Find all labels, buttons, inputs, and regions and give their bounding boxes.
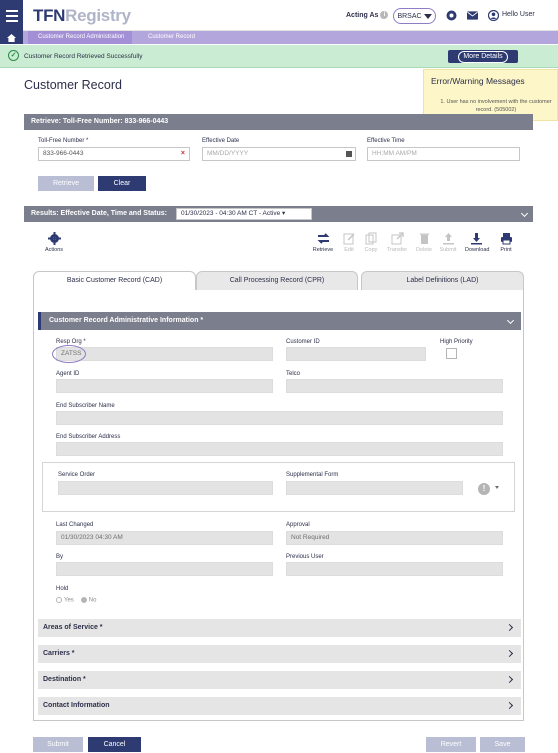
calendar-icon[interactable] bbox=[346, 151, 352, 157]
hold-yes-radio[interactable]: Yes bbox=[56, 597, 74, 604]
breadcrumb-item-current: Customer Record bbox=[148, 34, 196, 40]
supplemental-form-input[interactable] bbox=[286, 481, 463, 495]
chevron-right-icon bbox=[506, 676, 513, 683]
acting-as-dropdown[interactable]: BRSAC bbox=[393, 8, 436, 24]
submit-button[interactable]: Submit bbox=[33, 737, 83, 752]
menu-icon[interactable] bbox=[0, 0, 23, 31]
mail-icon[interactable] bbox=[467, 10, 478, 21]
error-message: 1. User has no involvement with the customer record. (505002) bbox=[440, 99, 552, 113]
carriers-section[interactable]: Carriers * bbox=[38, 645, 521, 663]
toolbar-print-button[interactable]: Print bbox=[495, 232, 517, 253]
toolbar-copy-button[interactable]: Copy bbox=[360, 232, 382, 253]
approval-input: Not Required bbox=[286, 531, 503, 545]
high-priority-label: High Priority bbox=[440, 339, 473, 345]
effective-time-input[interactable]: HH:MM AM/PM bbox=[367, 147, 520, 161]
trash-icon bbox=[418, 232, 431, 245]
hold-no-radio[interactable]: No bbox=[81, 597, 97, 604]
breadcrumb bbox=[0, 31, 558, 44]
page-title: Customer Record bbox=[24, 78, 122, 92]
toolbar-edit-button[interactable]: Edit bbox=[338, 232, 360, 253]
top-bar bbox=[0, 0, 558, 31]
chevron-right-icon bbox=[506, 702, 513, 709]
areas-of-service-section[interactable]: Areas of Service * bbox=[38, 619, 521, 637]
print-icon bbox=[500, 232, 513, 245]
by-label: By bbox=[56, 554, 64, 560]
end-subscriber-address-label: End Subscriber Address bbox=[56, 434, 121, 440]
error-panel-title: Error/Warning Messages bbox=[431, 76, 525, 86]
clear-icon[interactable]: × bbox=[180, 150, 185, 157]
app-logo: TFNRegistry bbox=[33, 6, 131, 25]
end-subscriber-address-input[interactable] bbox=[56, 442, 503, 456]
chevron-down-icon bbox=[424, 14, 432, 19]
resp-org-input[interactable]: ZATSS bbox=[56, 347, 273, 361]
copy-icon bbox=[365, 232, 378, 245]
supplemental-form-label: Supplemental Form bbox=[286, 472, 339, 478]
effective-date-label: Effective Date bbox=[202, 138, 240, 144]
destination-section[interactable]: Destination * bbox=[38, 671, 521, 689]
success-message: Customer Record Retrieved Successfully bbox=[24, 53, 143, 60]
revert-button[interactable]: Revert bbox=[426, 737, 476, 752]
previous-user-input bbox=[286, 562, 503, 576]
gear-icon bbox=[48, 232, 61, 245]
telco-input[interactable] bbox=[286, 379, 503, 393]
toolbar-transfer-button[interactable]: Transfer bbox=[386, 232, 408, 253]
tab-label-definitions[interactable]: Label Definitions (LAD) bbox=[361, 271, 524, 290]
info-icon: i bbox=[380, 11, 388, 19]
settings-icon[interactable] bbox=[446, 10, 457, 21]
retrieve-section-header: Retrieve: Toll-Free Number: 833-966-0443 bbox=[24, 114, 533, 130]
last-changed-input: 01/30/2023 04:30 AM bbox=[56, 531, 273, 545]
hold-label: Hold bbox=[56, 586, 69, 592]
chevron-down-icon bbox=[507, 317, 514, 324]
by-input bbox=[56, 562, 273, 576]
chevron-right-icon bbox=[506, 624, 513, 631]
actions-button[interactable]: Actions bbox=[43, 232, 65, 253]
results-version-select[interactable]: 01/30/2023 - 04:30 AM CT - Active ▾ bbox=[176, 208, 312, 220]
contact-information-section[interactable]: Contact Information bbox=[38, 697, 521, 715]
toolbar-retrieve-button[interactable]: Retrieve bbox=[312, 232, 334, 253]
end-subscriber-name-label: End Subscriber Name bbox=[56, 403, 115, 409]
chevron-down-icon[interactable] bbox=[521, 210, 528, 217]
home-icon[interactable] bbox=[0, 31, 23, 44]
transfer-icon bbox=[391, 232, 404, 245]
toolbar-download-button[interactable]: Download bbox=[465, 232, 487, 253]
customer-id-label: Customer ID bbox=[286, 339, 320, 345]
high-priority-checkbox[interactable] bbox=[446, 348, 457, 359]
check-circle-icon: ✓ bbox=[8, 50, 19, 61]
chevron-down-icon[interactable] bbox=[495, 486, 499, 489]
retrieve-button[interactable]: Retrieve bbox=[38, 176, 94, 191]
cancel-button[interactable]: Cancel bbox=[88, 737, 141, 752]
agent-id-label: Agent ID bbox=[56, 371, 80, 377]
last-changed-label: Last Changed bbox=[56, 522, 94, 528]
telco-label: Telco bbox=[286, 371, 301, 377]
user-greeting[interactable]: Hello User bbox=[502, 11, 535, 18]
toll-free-label: Toll-Free Number * bbox=[38, 138, 89, 144]
hold-radio-group bbox=[56, 597, 96, 604]
clear-button[interactable]: Clear bbox=[98, 176, 146, 191]
service-order-input[interactable] bbox=[58, 481, 273, 495]
customer-id-input[interactable] bbox=[286, 347, 426, 361]
acting-as-label: Acting As i bbox=[346, 11, 388, 19]
effective-time-label: Effective Time bbox=[367, 138, 405, 144]
results-header: Results: Effective Date, Time and Status: bbox=[24, 206, 533, 222]
breadcrumb-item-administration[interactable]: Customer Record Administration bbox=[28, 31, 132, 44]
chevron-right-icon bbox=[506, 650, 513, 657]
effective-date-input[interactable]: MM/DD/YYYY bbox=[202, 147, 356, 161]
cad-section-header[interactable]: Customer Record Administrative Information * bbox=[38, 312, 521, 330]
tab-call-processing-record[interactable]: Call Processing Record (CPR) bbox=[196, 271, 358, 290]
retrieve-icon bbox=[317, 232, 330, 245]
more-details-button[interactable]: More Details bbox=[448, 50, 518, 63]
toll-free-input[interactable]: 833-966-0443 × bbox=[38, 147, 190, 161]
approval-label: Approval bbox=[286, 522, 310, 528]
resp-org-highlight bbox=[52, 345, 86, 363]
service-order-label: Service Order bbox=[58, 472, 96, 478]
resp-org-label: Resp Org * bbox=[56, 339, 86, 345]
tab-basic-customer-record[interactable]: Basic Customer Record (CAD) bbox=[33, 271, 196, 290]
agent-id-input[interactable] bbox=[56, 379, 273, 393]
edit-icon bbox=[343, 232, 356, 245]
save-button[interactable]: Save bbox=[480, 737, 525, 752]
previous-user-label: Previous User bbox=[286, 554, 324, 560]
user-icon[interactable] bbox=[488, 10, 499, 21]
toolbar-submit-button[interactable]: Submit bbox=[437, 232, 459, 253]
end-subscriber-name-input[interactable] bbox=[56, 411, 503, 425]
download-icon bbox=[470, 232, 483, 245]
warning-icon[interactable]: ! bbox=[478, 483, 490, 495]
toolbar-delete-button[interactable]: Delete bbox=[413, 232, 435, 253]
upload-icon bbox=[442, 232, 455, 245]
